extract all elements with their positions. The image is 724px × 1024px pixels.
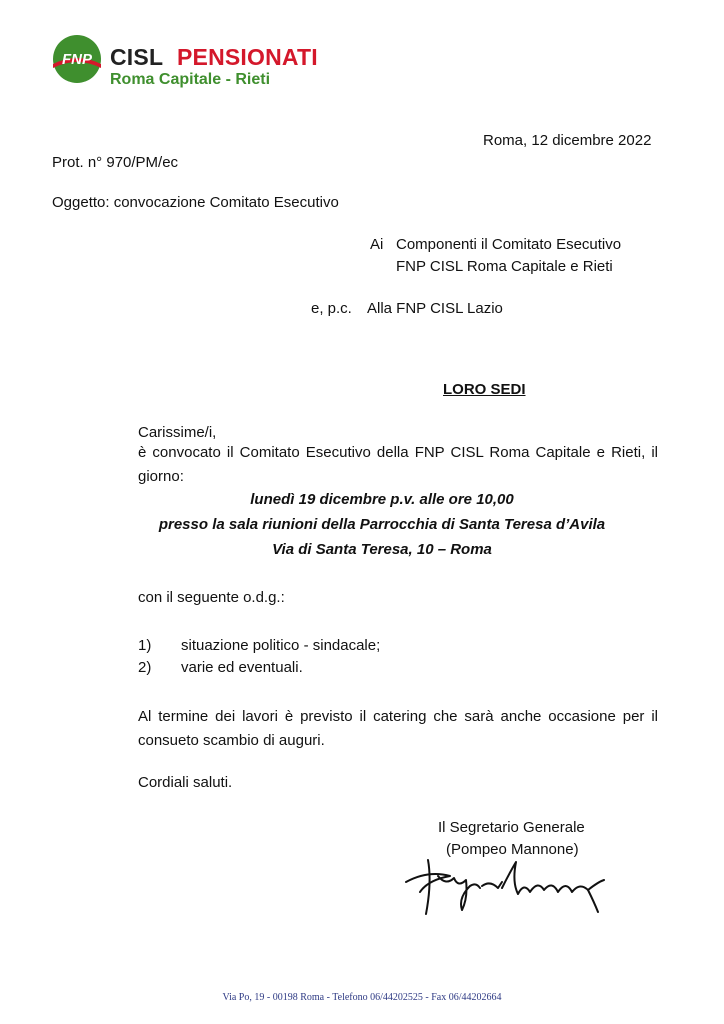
regards: Cordiali saluti. (138, 774, 233, 791)
meeting-address-line: Via di Santa Teresa, 10 – Roma (272, 541, 492, 558)
protocol-number: Prot. n° 970/PM/ec (52, 154, 179, 171)
agenda-item-number: 2) (138, 659, 152, 676)
meeting-location-line: presso la sala riunioni della Parrocchia di Santa Teresa d’Avila (158, 516, 606, 533)
greeting: Carissime/i, (138, 424, 217, 441)
agenda-item-text: varie ed eventuali. (181, 659, 303, 676)
agenda-item-text: situazione politico - sindacale; (181, 637, 381, 654)
cc-recipient: Alla FNP CISL Lazio (367, 300, 503, 317)
agenda-item-number: 1) (138, 637, 152, 654)
svg-text:FNP: FNP (62, 51, 92, 68)
letter-date: Roma, 12 dicembre 2022 (483, 132, 652, 149)
signatory-title: Il Segretario Generale (438, 819, 585, 836)
intro-paragraph: è convocato il Comitato Esecutivo della FNP CISL Roma Capitale e Rieti, il giorno: (138, 444, 658, 485)
letter-subject: Oggetto: convocazione Comitato Esecutivo (52, 194, 339, 211)
footer-address: Via Po, 19 - 00198 Roma - Telefono 06/44202525 - Fax 06/44202664 (222, 992, 502, 1003)
handwritten-signature (398, 852, 618, 922)
brand-pensionati: PENSIONATI (177, 44, 318, 70)
signatory-name: (Pompeo Mannone) (446, 841, 579, 858)
closing-paragraph: Al termine dei lavori è previsto il catering che sarà anche occasione per il consueto scambio di auguri. (138, 708, 658, 749)
brand-cisl: CISL (110, 44, 164, 70)
agenda-intro: con il seguente o.d.g.: (138, 589, 285, 606)
recipients-prefix: Ai (370, 236, 384, 253)
loro-sedi-heading: LORO SEDI (443, 381, 526, 398)
fnp-logo-icon (52, 34, 102, 84)
meeting-date-line: lunedì 19 dicembre p.v. alle ore 10,00 (250, 491, 514, 508)
recipients-line-2: FNP CISL Roma Capitale e Rieti (396, 258, 613, 275)
cc-prefix: e, p.c. (311, 300, 352, 317)
organization-logo (52, 28, 322, 90)
brand-subtitle: Roma Capitale - Rieti (110, 71, 271, 88)
recipients-line-1: Componenti il Comitato Esecutivo (396, 236, 622, 253)
